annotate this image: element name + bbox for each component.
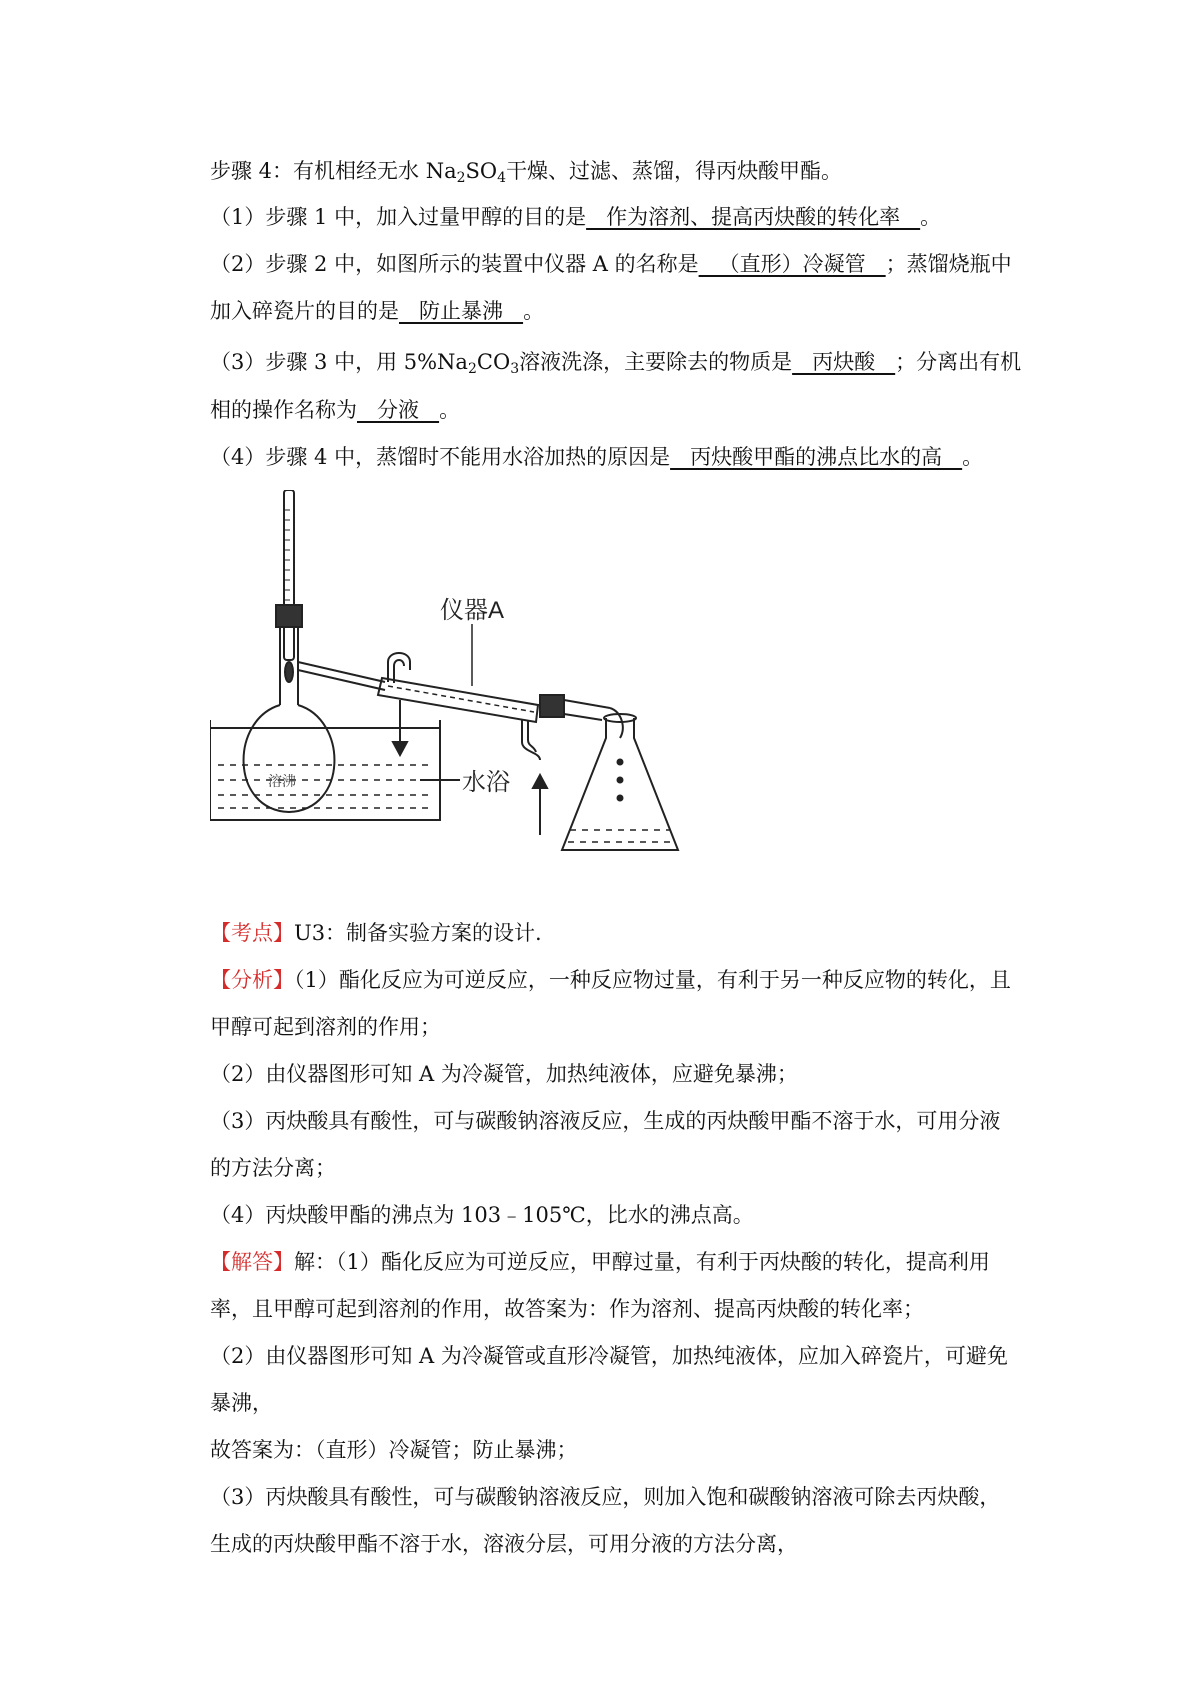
jieda-line-6: （3）丙炔酸具有酸性，可与碳酸钠溶液反应，则加入饱和碳酸钠溶液可除去丙炔酸， [210,1485,1001,1509]
label-instrument-a: 仪器A [440,597,505,624]
question-2-line-1: （2）步骤 2 中，如图所示的装置中仪器 A 的名称是 （直形）冷凝管 ；蒸馏烧瓶中 [210,252,1012,276]
question-2-line-2: 加入碎瓷片的目的是 防止暴沸 。 [210,299,545,323]
label-water-bath: 水浴 [462,769,510,796]
fenxi-line-6: （4）丙炔酸甲酯的沸点为 103﹣105℃，比水的沸点高。 [210,1203,754,1227]
fenxi-line-4: （3）丙炔酸具有酸性，可与碳酸钠溶液反应，生成的丙炔酸甲酯不溶于水，可用分液 [210,1109,1001,1133]
answer-1: 作为溶剂、提高丙炔酸的转化率 [586,205,921,229]
jieda-line-1: 【解答】解：（1）酯化反应为可逆反应，甲醇过量，有利于丙炔酸的转化，提高利用 [210,1250,990,1274]
fenxi-line-5: 的方法分离； [210,1156,336,1180]
fenxi-line-1: 【分析】（1）酯化反应为可逆反应，一种反应物过量，有利于另一种反应物的转化，且 [210,968,1011,992]
answer-2b: 防止暴沸 [399,299,524,323]
question-3-line-1: （3）步骤 3 中，用 $5\%Na_2CO_3$溶液洗涤，主要除去的物质是 丙炔酸 ；分离出有机 [210,350,1022,377]
jieda-line-2: 率，且甲醇可起到溶剂的作用，故答案为：作为溶剂、提高丙炔酸的转化率； [210,1297,924,1321]
question-4: （4）步骤 4 中，蒸馏时不能用水浴加热的原因是 丙炔酸甲酯的沸点比水的高 。 [210,445,984,469]
question-1: （1）步骤 1 中，加入过量甲醇的目的是 作为溶剂、提高丙炔酸的转化率 。 [210,205,942,229]
thermometer [284,490,294,660]
condenser [378,678,538,722]
kaodian-line: 【考点】U3：制备实验方案的设计. [210,921,542,945]
kaodian-tag: 【考点】 [210,921,294,945]
round-bottom-flask [244,705,335,812]
jieda-line-7: 生成的丙炔酸甲酯不溶于水，溶液分层，可用分液的方法分离， [210,1532,798,1556]
jieda-line-3: （2）由仪器图形可知 A 为冷凝管或直形冷凝管，加热纯液体，应加入碎瓷片，可避免 [210,1344,1008,1368]
jieda-tag: 【解答】 [210,1250,294,1274]
answer-2a: （直形）冷凝管 [698,252,886,276]
jieda-line-4: 暴沸， [210,1391,273,1415]
jieda-line-5: 故答案为：（直形）冷凝管；防止暴沸； [210,1438,578,1462]
fenxi-line-2: 甲醇可起到溶剂的作用； [210,1015,441,1039]
label-flask-content: 溶沸 [268,773,296,789]
rubber-stopper [276,605,302,627]
fenxi-tag: 【分析】 [210,968,294,992]
answer-3b: 分液 [357,398,440,422]
question-3-line-2: 相的操作名称为 分液 。 [210,398,461,422]
answer-3a: 丙炔酸 [792,350,896,374]
distillation-apparatus-figure [210,490,730,890]
fenxi-line-3: （2）由仪器图形可知 A 为冷凝管，加热纯液体，应避免暴沸； [210,1062,798,1086]
answer-4: 丙炔酸甲酯的沸点比水的高 [670,445,963,469]
step4-text: 步骤 4：有机相经无水 $Na_2SO_4$干燥、过滤、蒸馏，得丙炔酸甲酯。 [210,159,843,186]
